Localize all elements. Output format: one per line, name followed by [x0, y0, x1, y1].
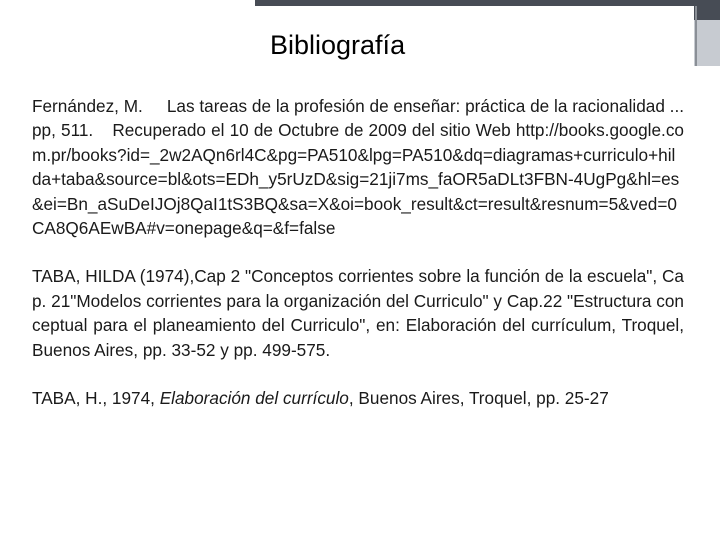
entry-retrieval: Recuperado el 10 de Octubre de 2009 del sitio Web — [112, 120, 511, 141]
entry-title: Las tareas de la profesión de enseñar: práctica de la racionalidad ...pp, 511. — [32, 96, 685, 141]
entry-prefix: TABA, H., 1974, — [32, 388, 155, 409]
entry-suffix: , Buenos Aires, Troquel, pp. 25-27 — [348, 388, 609, 409]
bibliography-entry-taba-1 — [32, 264, 684, 362]
corner-decoration-dark — [694, 0, 720, 20]
bibliography-list — [32, 94, 684, 434]
vertical-rule — [695, 6, 697, 66]
slide-title: Bibliografía — [270, 30, 406, 60]
entry-text: TABA, HILDA (1974),Cap 2 "Conceptos corrientes sobre la función de la escuela", Cap. 21"Modelos corrientes para la organización del Curriculo" y Cap.22 "Estructura conceptual para el planeamiento del Curriculo", en: Elaboración del currículum, Troquel, Buenos Aires, pp. 33-52 y pp. 499-575. — [32, 266, 684, 360]
entry-url: http://books.google.com.pr/books?id=_2w2AQn6rl4C&pg=PA510&lpg=PA510&dq=diagramas+curriculo+hilda+taba&source=bl&ots=EDh_y5rUzD&sig=21ji7ms_faOR5aDLt3FBN-4UgPg&hl=es&ei=Bn_aSuDeIJOj8QaI1tS3BQ&sa=X&oi=book_result&ct=result&resnum=5&ved=0CA8Q6AEwBA#v=onepage&q=&f=false — [32, 120, 684, 239]
bibliography-entry-fernandez — [32, 94, 684, 240]
entry-author: Fernández, M. — [32, 96, 143, 116]
top-rule — [255, 0, 694, 6]
entry-book-title: Elaboración del currículo — [159, 388, 349, 409]
corner-decoration-light — [694, 20, 720, 66]
bibliography-entry-taba-2 — [32, 386, 684, 410]
